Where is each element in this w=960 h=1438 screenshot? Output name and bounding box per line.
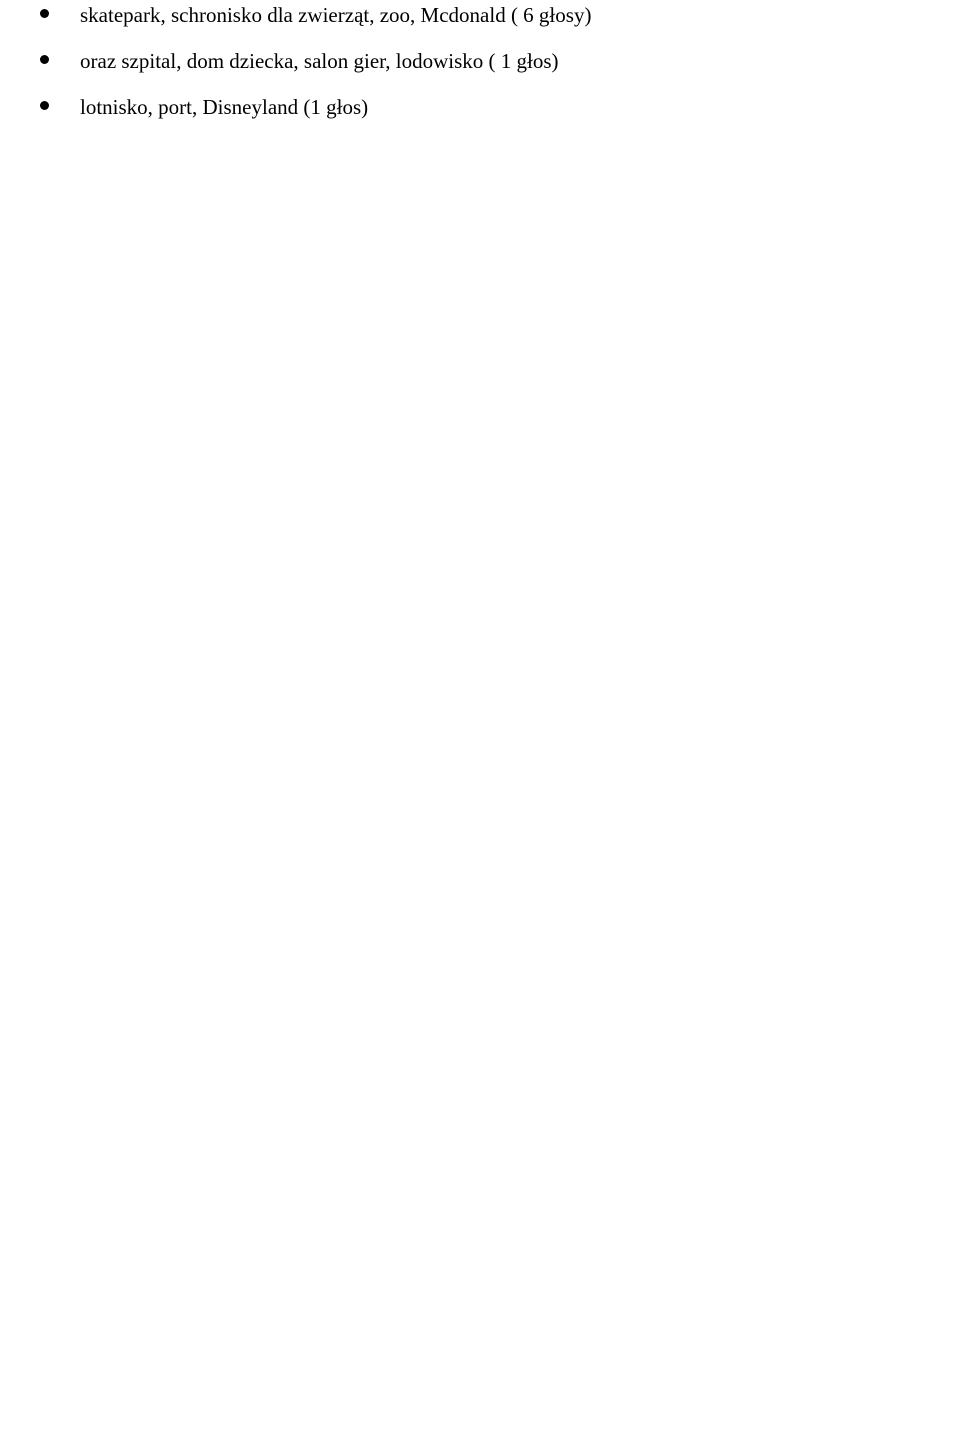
list-item (0, 46, 960, 92)
bullet-text: skatepark, schronisko dla zwierząt, zoo, Mcdonald ( 6 głosy) (80, 3, 592, 27)
bullet-icon (40, 9, 49, 18)
list-item (0, 0, 960, 46)
bullet-icon (40, 101, 49, 110)
bullet-text: oraz szpital, dom dziecka, salon gier, lodowisko ( 1 głos) (80, 49, 559, 73)
bullet-text: lotnisko, port, Disneyland (1 głos) (80, 95, 369, 119)
list-item (0, 92, 960, 138)
bullet-list (0, 0, 960, 138)
bullet-icon (40, 55, 49, 64)
